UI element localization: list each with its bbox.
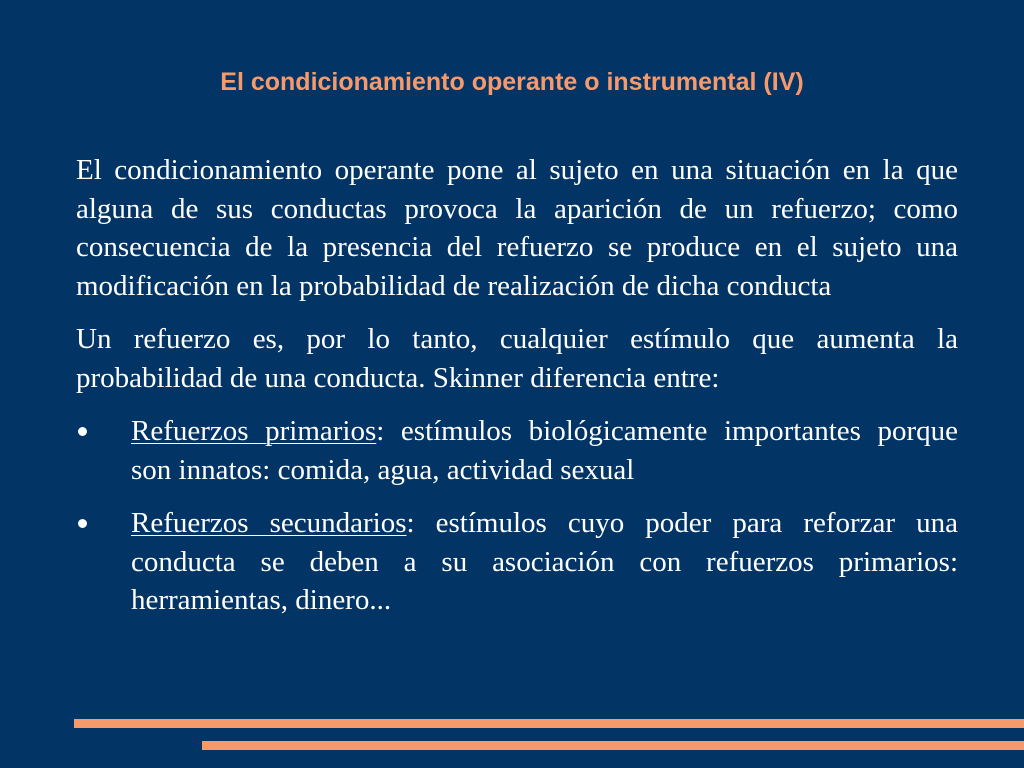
bullet-term: Refuerzos primarios (131, 415, 377, 447)
bullet-text: : estímulos cuyo poder para reforzar una conducta se deben a su asociación con refuerzos primarios: herramientas, dinero... (131, 507, 958, 616)
accent-stripe-top (74, 719, 1024, 728)
paragraph-definition: El condicionamiento operante pone al sujeto en una situación en la que alguna de sus conductas provoca la aparición de un refuerzo; como consecuencia de la presencia del refuerzo se produce en el sujeto una modificación en la probabilidad de realización de dicha conducta (76, 154, 958, 302)
slide-body (76, 151, 958, 635)
slide-title: El condicionamiento operante o instrumental (IV) (220, 68, 804, 96)
bullet-dot-icon (78, 519, 87, 528)
paragraph-refuerzo: Un refuerzo es, por lo tanto, cualquier estímulo que aumenta la probabilidad de una conducta. Skinner diferencia entre: (76, 323, 958, 394)
bullet-item-primarios (76, 412, 958, 489)
bullet-term: Refuerzos secundarios (131, 507, 407, 539)
bullet-text: : estímulos biológicamente importantes porque son innatos: comida, agua, actividad sexual (131, 415, 959, 486)
bullet-dot-icon (78, 427, 87, 436)
bullet-item-secundarios (76, 504, 958, 620)
accent-stripe-bottom (202, 741, 1024, 750)
